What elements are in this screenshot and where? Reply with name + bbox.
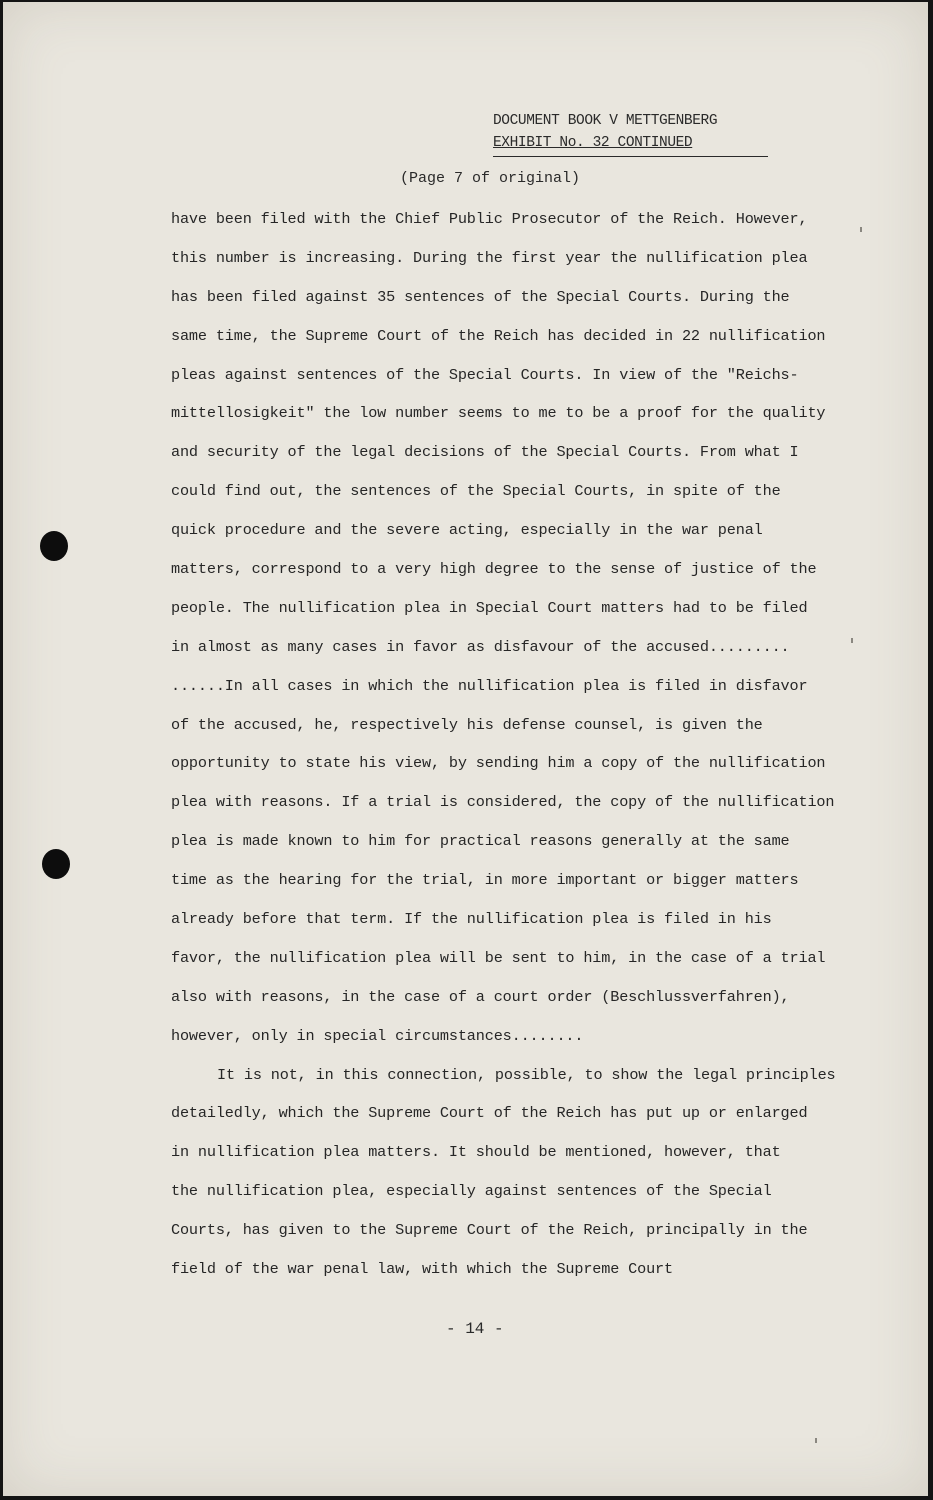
text-line: Courts, has given to the Supreme Court of the Reich, principally in the [171, 1221, 808, 1240]
original-page-reference: (Page 7 of original) [400, 170, 581, 187]
text-line: however, only in special circumstances........ [171, 1026, 584, 1045]
paper-speck [860, 227, 862, 232]
punch-hole [42, 849, 70, 879]
text-line: and security of the legal decisions of the Special Courts. From what I [171, 443, 799, 462]
text-line: this number is increasing. During the first year the nullification plea [171, 248, 808, 267]
page-number: - 14 - [446, 1320, 504, 1338]
text-line: have been filed with the Chief Public Prosecutor of the Reich. However, [171, 210, 808, 228]
text-line: same time, the Supreme Court of the Reich has decided in 22 nullification [171, 326, 826, 345]
document-body [171, 208, 886, 1297]
text-line: the nullification plea, especially against sentences of the Special [171, 1182, 772, 1201]
text-line: ......In all cases in which the nullification plea is filed in disfavor [171, 676, 808, 695]
text-line: quick procedure and the severe acting, especially in the war penal [171, 521, 763, 540]
text-line: in almost as many cases in favor as disfavour of the accused......... [171, 637, 790, 656]
paper-speck [815, 1438, 817, 1443]
text-line: field of the war penal law, with which the Supreme Court [171, 1260, 673, 1279]
text-line: of the accused, he, respectively his defense counsel, is given the [171, 715, 763, 734]
text-line: plea with reasons. If a trial is considered, the copy of the nullification [171, 793, 835, 812]
text-line: has been filed against 35 sentences of the Special Courts. During the [171, 287, 790, 306]
text-line: detailedly, which the Supreme Court of the Reich has put up or enlarged [171, 1104, 808, 1123]
document-header [493, 110, 768, 157]
text-line: already before that term. If the nullification plea is filed in his [171, 910, 772, 929]
text-line: people. The nullification plea in Special Court matters had to be filed [171, 598, 808, 617]
punch-hole [40, 531, 68, 561]
text-line: matters, correspond to a very high degree to the sense of justice of the [171, 560, 817, 579]
text-line: could find out, the sentences of the Special Courts, in spite of the [171, 482, 781, 501]
text-line: time as the hearing for the trial, in more important or bigger matters [171, 871, 799, 890]
paper-speck [851, 638, 853, 643]
text-line: mittellosigkeit" the low number seems to me to be a proof for the quality [171, 404, 826, 423]
text-line: pleas against sentences of the Special Courts. In view of the "Reichs- [171, 365, 799, 384]
text-line: also with reasons, in the case of a court order (Beschlussverfahren), [171, 987, 790, 1006]
document-page [3, 2, 928, 1496]
document-book-title: DOCUMENT BOOK V METTGENBERG [493, 113, 718, 129]
paragraph-start-line: It is not, in this connection, possible, to show the legal principles [217, 1065, 836, 1084]
text-line: plea is made known to him for practical reasons generally at the same [171, 832, 790, 851]
exhibit-label: EXHIBIT No. 32 CONTINUED [493, 132, 768, 157]
text-line: in nullification plea matters. It should be mentioned, however, that [171, 1143, 781, 1162]
text-line: opportunity to state his view, by sending him a copy of the nullification [171, 754, 826, 773]
text-line: favor, the nullification plea will be sent to him, in the case of a trial [171, 948, 826, 967]
